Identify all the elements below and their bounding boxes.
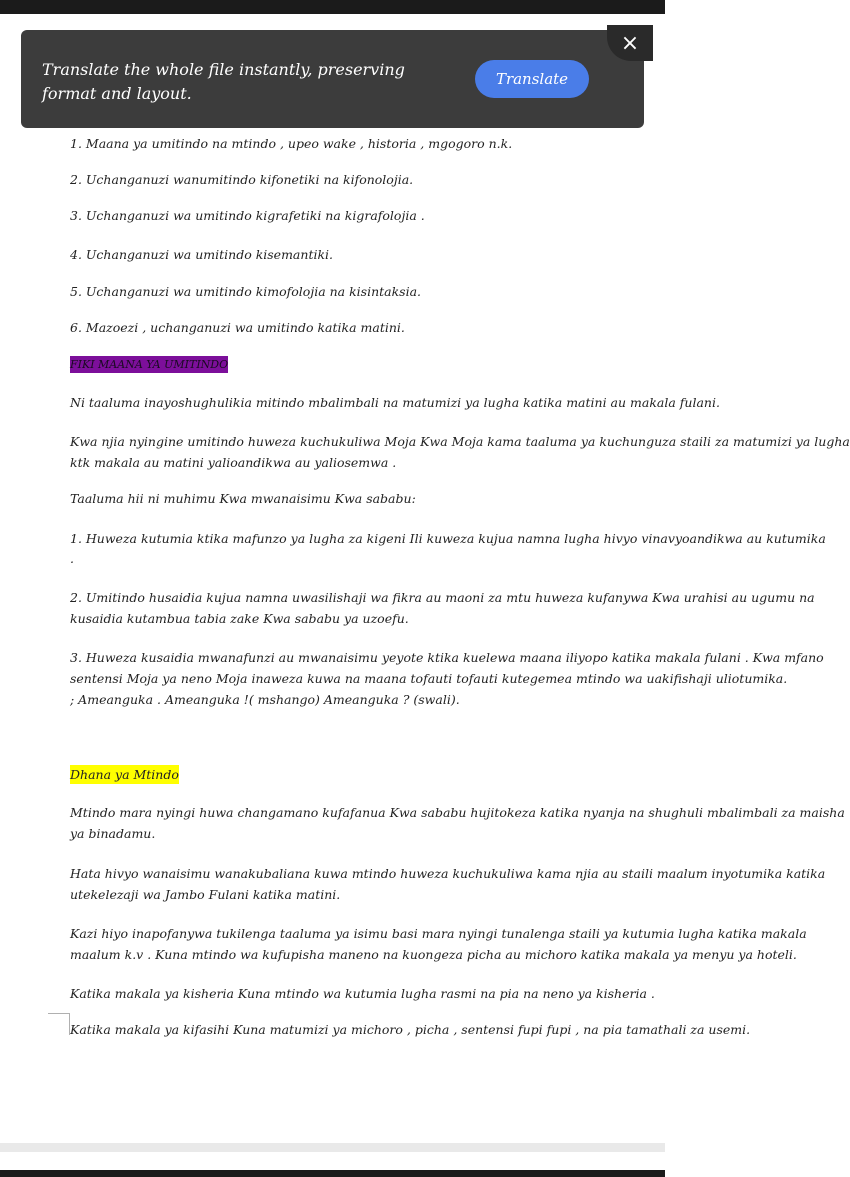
doc-line: 2. Uchanganuzi wanumitindo kifonetiki na kifonolojia. (70, 172, 414, 187)
doc-line: 4. Uchanganuzi wa umitindo kisemantiki. (70, 247, 334, 262)
doc-heading-yellow (70, 767, 179, 783)
doc-line: Kazi hiyo inapofanywa tukilenga taaluma ya isimu basi mara nyingi tunalenga staili ya kutumia lugha katika makala (70, 926, 807, 941)
page-corner-mark (48, 1013, 70, 1035)
close-icon[interactable]: × (607, 25, 653, 61)
doc-line: Taaluma hii ni muhimu Kwa mwanaisimu Kwa sababu: (70, 491, 416, 506)
translate-button[interactable]: Translate (475, 60, 589, 98)
doc-line: 1. Maana ya umitindo na mtindo , upeo wake , historia , mgogoro n.k. (70, 136, 513, 151)
doc-line: Ni taaluma inayoshughulikia mitindo mbalimbali na matumizi ya lugha katika matini au makala fulani. (70, 395, 720, 410)
doc-line: maalum k.v . Kuna mtindo wa kufupisha maneno na kuongeza picha au michoro katika makala ya menyu ya hoteli. (70, 947, 797, 962)
banner-message: Translate the whole file instantly, preserving format and layout. (42, 60, 405, 103)
doc-line: ktk makala au matini yalioandikwa au yaliosemwa . (70, 455, 397, 470)
doc-line: Katika makala ya kifasihi Kuna matumizi ya michoro , picha , sentensi fupi fupi , na pia tamathali za usemi. (70, 1022, 751, 1037)
doc-line: 5. Uchanganuzi wa umitindo kimofolojia na kisintaksia. (70, 284, 422, 299)
highlighted-heading: FIKI MAANA YA UMITINDO (70, 358, 229, 371)
doc-line: . (70, 551, 74, 566)
doc-line: sentensi Moja ya neno Moja inaweza kuwa na maana tofauti tofauti kutegemea mtindo wa uakifishaji uliotumika. (70, 671, 788, 686)
translate-banner (21, 30, 644, 128)
bottom-divider (0, 1143, 665, 1152)
doc-line: Hata hivyo wanaisimu wanakubaliana kuwa mtindo huweza kuchukuliwa kama njia au staili maalum inyotumika katika (70, 866, 826, 881)
doc-heading-purple (70, 356, 228, 373)
doc-line: Mtindo mara nyingi huwa changamano kufafanua Kwa sababu hujitokeza katika nyanja na shughuli mbalimbali za maisha (70, 805, 845, 820)
doc-line: ; Ameanguka . Ameanguka !( mshango) Ameanguka ? (swali). (70, 692, 460, 707)
doc-line: kusaidia kutambua tabia zake Kwa sababu ya uzoefu. (70, 611, 409, 626)
doc-line: Katika makala ya kisheria Kuna mtindo wa kutumia lugha rasmi na pia na neno ya kisheria . (70, 986, 655, 1001)
doc-line: 2. Umitindo husaidia kujua namna uwasilishaji wa fikra au maoni za mtu huweza kufanywa Kwa urahisi au ugumu na (70, 590, 815, 605)
doc-line: Kwa njia nyingine umitindo huweza kuchukuliwa Moja Kwa Moja kama taaluma ya kuchunguza staili za matumizi ya lugha (70, 434, 850, 449)
highlighted-heading: Dhana ya Mtindo (70, 767, 179, 782)
doc-line: 1. Huweza kutumia ktika mafunzo ya lugha za kigeni Ili kuweza kujua namna lugha hivyo vinavyoandikwa au kutumika (70, 531, 826, 546)
doc-line: 3. Huweza kusaidia mwanafunzi au mwanaisimu yeyote ktika kuelewa maana iliyopo katika makala fulani . Kwa mfano (70, 650, 824, 665)
bottom-nav-bar (0, 1170, 665, 1177)
doc-line: ya binadamu. (70, 826, 156, 841)
doc-line: 6. Mazoezi , uchanganuzi wa umitindo katika matini. (70, 320, 405, 335)
doc-line: 3. Uchanganuzi wa umitindo kigrafetiki na kigrafolojia . (70, 208, 425, 223)
doc-line: utekelezaji wa Jambo Fulani katika matini. (70, 887, 341, 902)
